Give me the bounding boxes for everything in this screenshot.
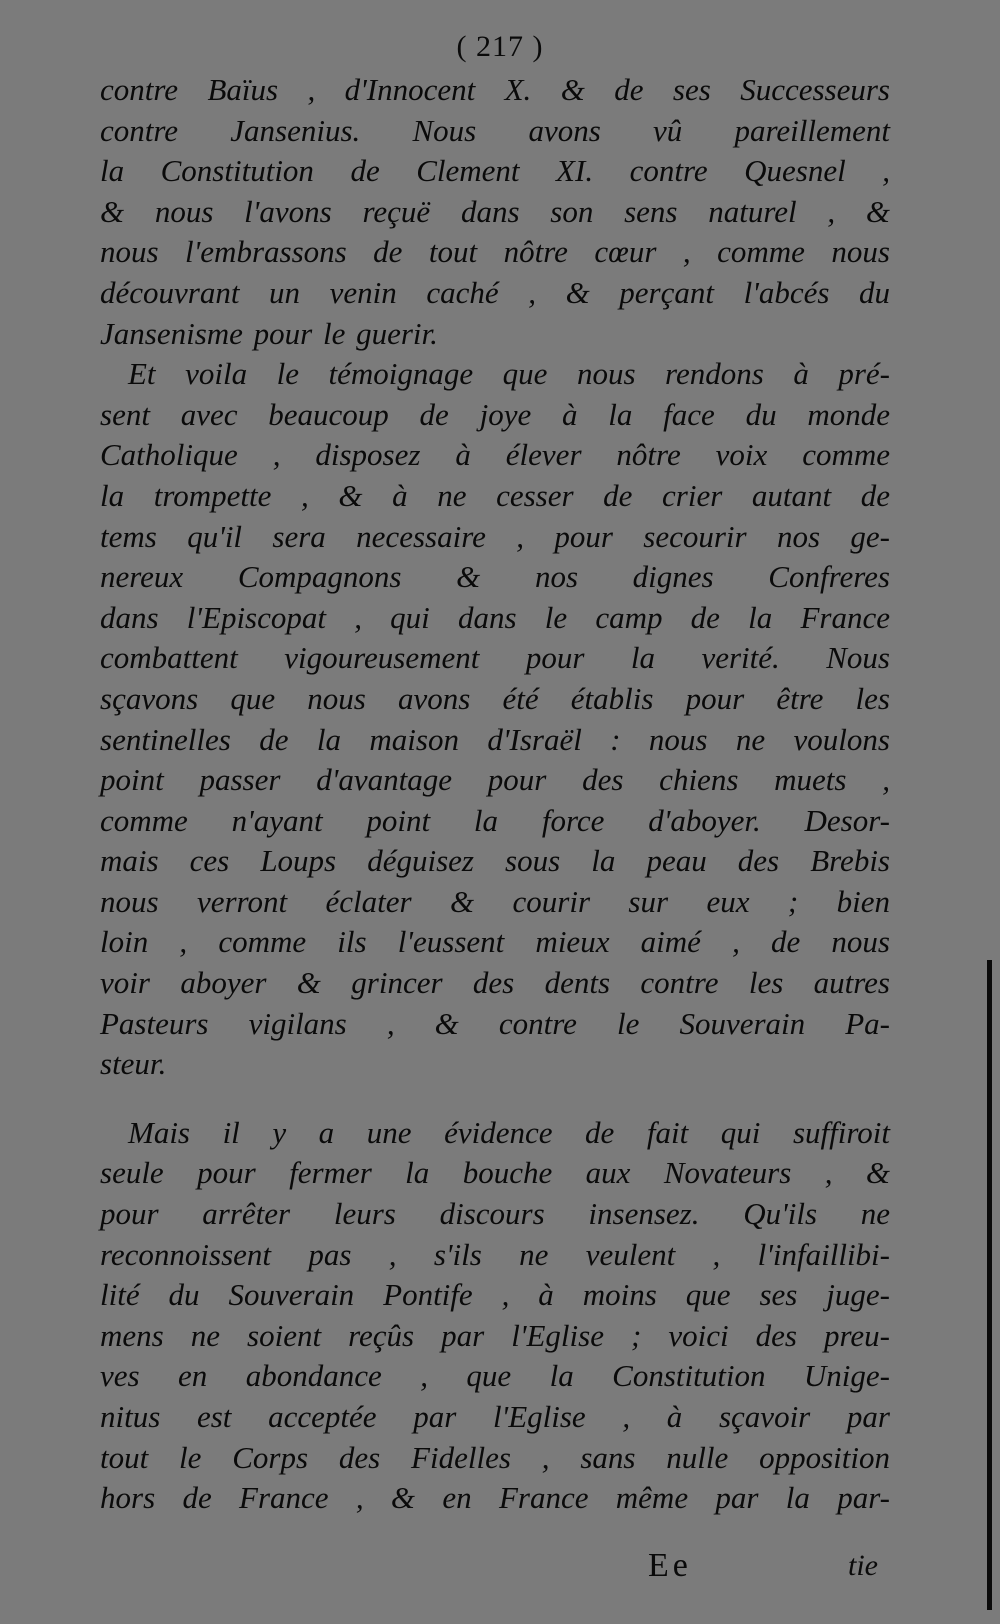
text-line: contre Baïus , d'Innocent X. & de ses Successeurs — [100, 72, 890, 107]
text-line: nous l'embrassons de tout nôtre cœur , comme nous — [100, 234, 890, 270]
text-line: lité du Souverain Pontife , à moins que ses juge- — [100, 1277, 890, 1313]
text-line: découvrant un venin caché , & perçant l'abcés du — [100, 274, 890, 310]
text-line: nitus est acceptée par l'Eglise , à sçavoir par — [100, 1399, 890, 1434]
text-line: dans l'Episcopat , qui dans le camp de la France — [100, 599, 890, 635]
signature-mark: Ee — [648, 1547, 692, 1584]
text-line: comme n'ayant point la force d'aboyer. Desor- — [100, 802, 890, 838]
margin-shadow-rule — [987, 960, 992, 1610]
text-line: & nous l'avons reçuë dans son sens naturel , & — [100, 193, 890, 229]
text-line: mais ces Loups déguisez sous la peau des Brebis — [100, 843, 890, 879]
text-line: steur. — [100, 1046, 167, 1082]
text-line: Jansenisme pour le guerir. — [100, 315, 438, 351]
text-line: nous verront éclater & courir sur eux ; bien — [100, 883, 890, 919]
text-line: tout le Corps des Fidelles , sans nulle opposition — [100, 1439, 890, 1475]
text-line: hors de France , & en France même par la par- — [100, 1480, 890, 1516]
text-line: Catholique , disposez à élever nôtre voix comme — [100, 437, 890, 473]
text-line: sentinelles de la maison d'Israël : nous ne voulons — [100, 721, 890, 757]
text-line: Pasteurs vigilans , & contre le Souverain Pa- — [100, 1005, 890, 1041]
text-line: sçavons que nous avons été établis pour être les — [100, 680, 890, 716]
text-line: voir aboyer & grincer des dents contre les autres — [100, 965, 890, 1001]
page-footer — [0, 1547, 1000, 1587]
text-line: point passer d'avantage pour des chiens muets , — [100, 762, 890, 798]
catchword: tie — [848, 1549, 878, 1582]
body-text — [100, 70, 890, 1519]
text-line: pour arrêter leurs discours insensez. Qu'ils ne — [100, 1196, 890, 1232]
text-line: contre Jansenius. Nous avons vû pareillement — [100, 112, 890, 148]
text-line: reconnoissent pas , s'ils ne veulent , l'infaillibi- — [100, 1236, 890, 1272]
text-line: la Constitution de Clement XI. contre Quesnel , — [100, 153, 890, 189]
text-line: la trompette , & à ne cesser de crier autant de — [100, 477, 890, 513]
page-number: ( 217 ) — [456, 30, 544, 63]
text-line: tems qu'il sera necessaire , pour secourir nos ge- — [100, 518, 890, 554]
text-line: ves en abondance , que la Constitution Unige- — [100, 1358, 890, 1394]
paragraph-gap — [100, 1085, 890, 1113]
text-line: nereux Compagnons & nos dignes Confreres — [100, 559, 890, 595]
text-line: Et voila le témoignage que nous rendons à pré- — [128, 356, 890, 392]
text-line: mens ne soient reçûs par l'Eglise ; voici des preu- — [100, 1317, 890, 1353]
text-line: combattent vigoureusement pour la verité. Nous — [100, 640, 890, 676]
text-line: loin , comme ils l'eussent mieux aimé , de nous — [100, 924, 890, 960]
text-line: seule pour fermer la bouche aux Novateurs , & — [100, 1155, 890, 1191]
text-line: sent avec beaucoup de joye à la face du monde — [100, 396, 890, 432]
text-line: Mais il y a une évidence de fait qui suffiroit — [128, 1114, 890, 1150]
